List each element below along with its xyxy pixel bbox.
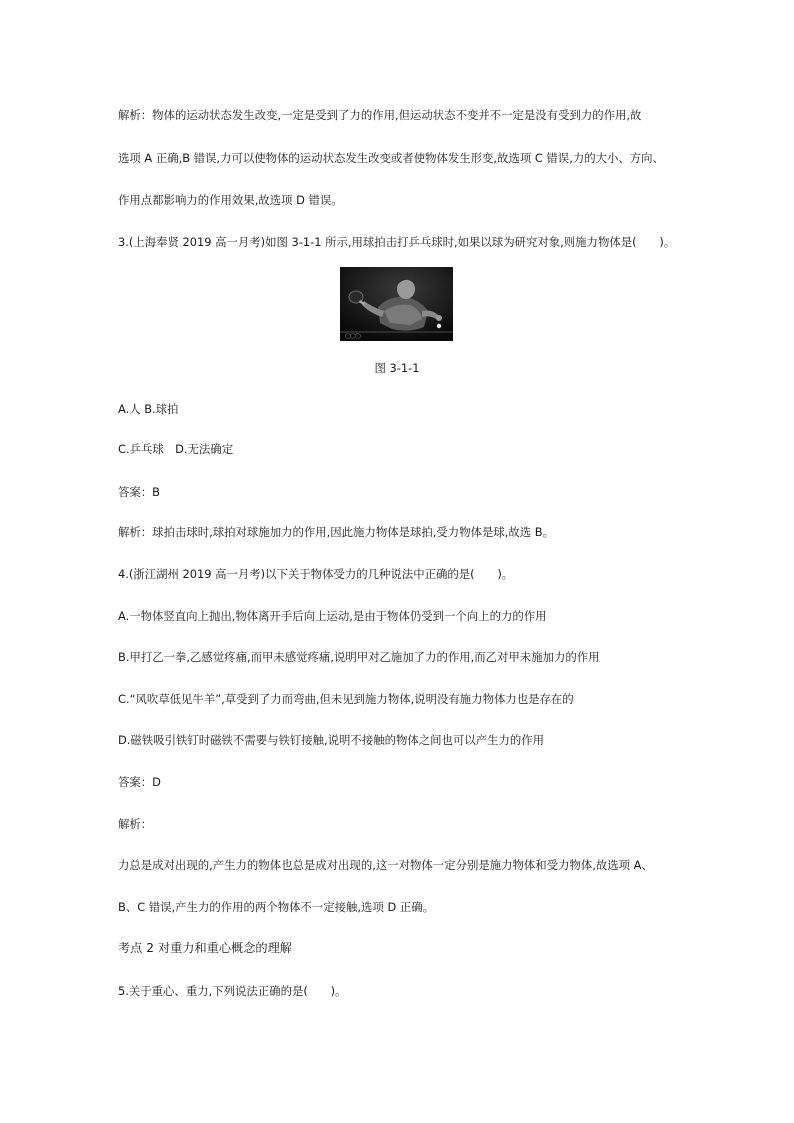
- q3-stem: 3.(上海奉贤 2019 高一月考)如图 3-1-1 所示,用球拍击打乒乓球时,如果以球为研究对象,则施力物体是( )。: [118, 235, 676, 249]
- figure-caption: 图 3-1-1: [374, 361, 420, 375]
- q4-analysis-line1: 力总是成对出现的,产生力的物体也总是成对出现的,这一对物体一定分别是施力物体和受力物体,故选项 A、: [118, 858, 653, 872]
- analysis1-line1: 解析：物体的运动状态发生改变,一定是受到了力的作用,但运动状态不变并不一定是没有受到力的作用,故: [118, 108, 642, 122]
- table-tennis-photo: [340, 267, 453, 341]
- analysis1-line3: 作用点都影响力的作用效果,故选项 D 错误。: [118, 193, 343, 207]
- q4-option-d: D.磁铁吸引铁钉时磁铁不需要与铁钉接触,说明不接触的物体之间也可以产生力的作用: [118, 733, 545, 747]
- section-heading: 考点 2 对重力和重心概念的理解: [118, 941, 292, 955]
- q3-analysis: 解析：球拍击球时,球拍对球施加力的作用,因此施力物体是球拍,受力物体是球,故选 B。: [118, 525, 554, 539]
- q5-stem: 5.关于重心、重力,下列说法正确的是( )。: [118, 984, 347, 998]
- q3-options-line2: C.乒乓球 D.无法确定: [118, 442, 234, 456]
- q4-analysis-line2: B、C 错误,产生力的作用的两个物体不一定接触,选项 D 正确。: [118, 900, 435, 914]
- q4-option-c: C.“风吹草低见牛羊”,草受到了力而弯曲,但未见到施力物体,说明没有施力物体力也是存在的: [118, 692, 574, 706]
- q4-option-b: B.甲打乙一拳,乙感觉疼痛,而甲未感觉疼痛,说明甲对乙施加了力的作用,而乙对甲未施加力的作用: [118, 650, 600, 664]
- analysis1-line2: 选项 A 正确,B 错误,力可以使物体的运动状态发生改变或者使物体发生形变,故选项 C 错误,力的大小、方向、: [118, 151, 664, 165]
- table-tennis-player-image: [340, 267, 453, 341]
- q4-option-a: A.一物体竖直向上抛出,物体离开手后向上运动,是由于物体仍受到一个向上的力的作用: [118, 609, 547, 623]
- q3-answer: 答案：B: [118, 485, 160, 499]
- q4-answer: 答案：D: [118, 775, 161, 789]
- q4-analysis-label: 解析：: [118, 817, 153, 831]
- q4-stem: 4.(浙江湖州 2019 高一月考)以下关于物体受力的几种说法中正确的是( )。: [118, 567, 514, 581]
- q3-options-line1: A.人 B.球拍: [118, 402, 179, 416]
